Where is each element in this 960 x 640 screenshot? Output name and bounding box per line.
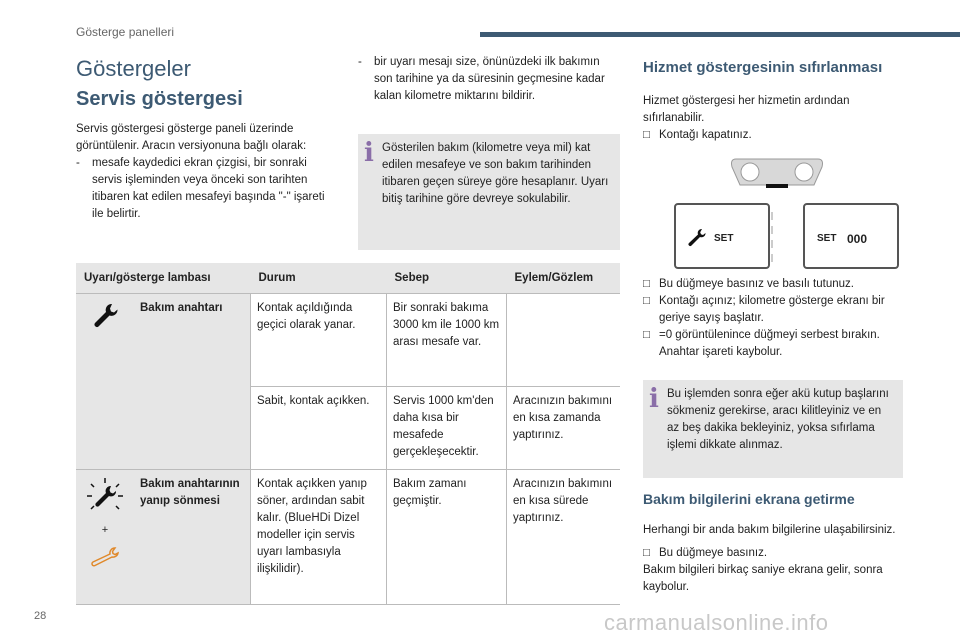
flashing-wrench-icon [85, 476, 125, 516]
table-row [76, 470, 620, 605]
icon-cell [76, 470, 134, 605]
wrench-icon [90, 300, 120, 330]
cluster-display-icon [728, 155, 826, 193]
bullet-text: Bu düğmeye basınız. [659, 547, 768, 559]
bullet-text: mesafe kaydedici ekran çizgisi, bir sonraki servis işleminden veya önceki son tarihten itibaren kat edilen mesafeyi başında "-" işareti ile belirtir. [92, 157, 325, 220]
bullet-text: bir uyarı mesajı size, önünüzdeki ilk bakımın son tarihine ya da süresinin geçmesine kadar kalan kilometre miktarını bildirir. [374, 56, 605, 102]
list-item [643, 545, 908, 562]
list-item [643, 127, 908, 144]
set-display-right [803, 203, 899, 269]
dash-bullet: - [76, 157, 80, 169]
list-item [643, 293, 908, 327]
display-block [643, 522, 908, 596]
page-number: 28 [34, 610, 47, 622]
check-bullet: □ [643, 329, 650, 341]
page-title: Göstergeler [76, 56, 191, 81]
dash-bullet: - [358, 56, 362, 68]
zero-counter: 000 [847, 232, 868, 246]
bullet-text: Bu düğmeye basınız ve basılı tutunuz. [659, 278, 854, 290]
list-item [76, 155, 334, 223]
info-icon: i [649, 384, 659, 414]
eylem-cell: Aracınızın bakımını en kısa sürede yaptırınız. [507, 470, 621, 605]
table-header-row [76, 263, 620, 294]
wrench-outline-icon [87, 545, 123, 569]
section-header: Gösterge panelleri [76, 25, 175, 39]
sebep-cell: Bir sonraki bakıma 3000 km ile 1000 km arası mesafe var. [387, 294, 507, 387]
check-bullet: □ [643, 278, 650, 290]
plus-sign: + [101, 524, 109, 536]
durum-cell: Kontak açıkken yanıp söner, ardından sabit kalır. (BlueHDi Dizel modeller için servis uyarı lambasıyla ilişkilidir). [251, 470, 387, 605]
sebep-cell: Bakım zamanı geçmiştir. [387, 470, 507, 605]
display-outro: Bakım bilgileri birkaç saniye ekrana gelir, sonra kaybolur. [643, 564, 883, 593]
list-item [643, 276, 908, 293]
table-row [76, 294, 620, 387]
col-header-eylem: Eylem/Gözlem [507, 263, 621, 294]
reset-steps [643, 276, 908, 361]
eylem-cell [507, 294, 621, 387]
lamp-name: Bakım anahtarının yanıp sönmesi [134, 470, 251, 605]
info-icon: i [364, 138, 374, 168]
sebep-cell: Servis 1000 km'den daha kısa bir mesafede gerçekleşecektir. [387, 387, 507, 470]
info-box [358, 134, 620, 250]
section-title: Servis göstergesi [76, 88, 243, 110]
check-bullet: □ [643, 295, 650, 307]
eylem-cell: Aracınızın bakımını en kısa zamanda yaptırınız. [507, 387, 621, 470]
display-title: Bakım bilgilerini ekrana getirme [643, 491, 855, 507]
check-bullet: □ [643, 547, 650, 559]
list-item [643, 327, 908, 361]
durum-cell: Sabit, kontak açıkken. [251, 387, 387, 470]
check-bullet: □ [643, 129, 650, 141]
lamp-name: Bakım anahtarı [134, 294, 251, 470]
set-button-left[interactable] [674, 203, 770, 269]
info-text: Gösterilen bakım (kilometre veya mil) kat edilen mesafeye ve son bakım tarihinden itibaren geçen süreye göre hesaplanır. Uyarı bitiş tarihine göre devreye sokulabilir. [382, 142, 609, 205]
bullet-text: Kontağı kapatınız. [659, 129, 752, 141]
bullet-text: =0 görüntülenince düğmeyi serbest bırakın. Anahtar işareti kaybolur. [659, 329, 880, 358]
col-header-sebep: Sebep [387, 263, 507, 294]
divider-dashes [768, 210, 776, 266]
bullet-text: Kontağı açınız; kilometre gösterge ekranı bir geriye sayış başlatır. [659, 295, 885, 324]
reset-intro: Hizmet göstergesi her hizmetin ardından sıfırlanabilir. [643, 95, 850, 124]
header-bar [480, 32, 960, 37]
info-text: Bu işlemden sonra eğer akü kutup başlarını sökmeniz gerekirse, aracı kilitleyiniz ve en az beş dakika bekleyiniz, yoksa sıfırlama işlemi dikkate alınmaz. [667, 388, 889, 451]
list-item [358, 54, 620, 105]
set-label: SET [817, 233, 837, 244]
set-label: SET [714, 233, 734, 244]
watermark: carmanualsonline.info [604, 610, 829, 635]
middle-bullets [358, 54, 620, 105]
reset-title: Hizmet göstergesinin sıfırlanması [643, 59, 883, 76]
left-intro [76, 121, 334, 223]
wrench-icon [686, 227, 708, 249]
durum-cell: Kontak açıldığında geçici olarak yanar. [251, 294, 387, 387]
warning-table [76, 263, 620, 605]
intro-text: Servis göstergesi gösterge paneli üzerinde görüntülenir. Aracın versiyonuna bağlı olarak: [76, 123, 307, 152]
reset-info-box [643, 380, 903, 478]
display-intro: Herhangi bir anda bakım bilgilerine ulaşabilirsiniz. [643, 524, 896, 536]
col-header-durum: Durum [251, 263, 387, 294]
reset-intro-block [643, 93, 908, 144]
icon-cell [76, 294, 134, 470]
col-header-lamp: Uyarı/gösterge lambası [76, 263, 251, 294]
